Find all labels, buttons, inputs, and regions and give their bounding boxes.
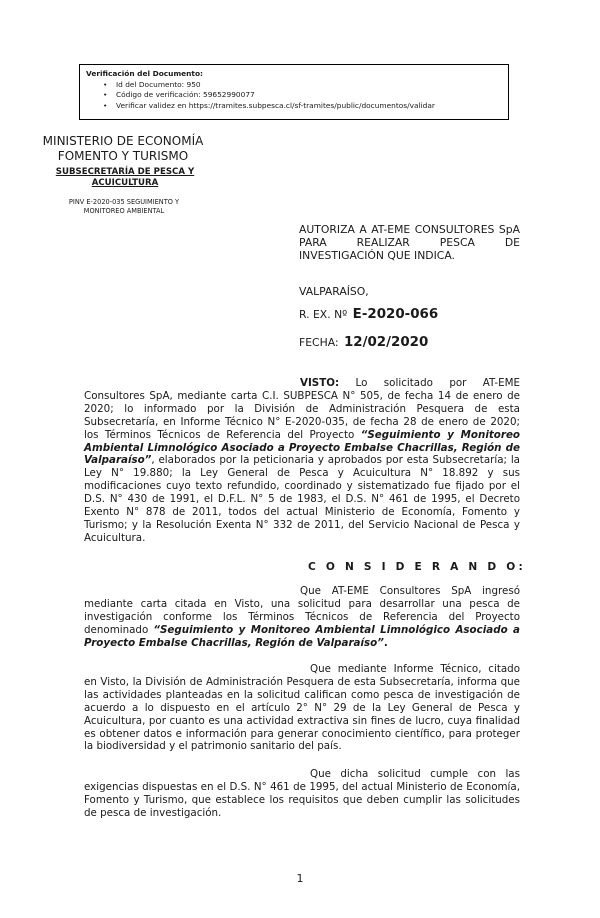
verification-box xyxy=(79,64,509,120)
fecha-label: FECHA: xyxy=(299,336,339,349)
resolution-date xyxy=(299,335,428,350)
ministry-line-1: MINISTERIO DE ECONOMÍA xyxy=(42,134,204,148)
considerando-1-text: Que AT-EME Consultores SpA ingresó mediante carta citada en Visto, una solicitud para desarrollar una pesca de investigación conforme los Términos Técnicos de Referencia del Proyecto denominado xyxy=(84,585,520,636)
visto-label: VISTO: xyxy=(300,377,340,389)
visto-paragraph xyxy=(84,377,520,545)
pinv-line-1: PINV E-2020-035 SEGUIMIENTO Y xyxy=(68,198,180,206)
visto-project-title: “Seguimiento y Monitoreo Ambiental Limnológico Asociado a Proyecto Embalse Chacrillas, Región de Valparaíso” xyxy=(84,428,520,467)
rex-label: R. EX. Nº xyxy=(299,308,348,321)
subsecretaria-name xyxy=(40,167,210,189)
visto-text-1: Lo solicitado por AT-EME Consultores SpA, mediante carta C.I. SUBPESCA N° 505, de fecha 14 de enero de 2020; lo informado por la División de Administración Pesquera de esta Subsecretaría, en Informe Técnico N° E-2020-035, de fecha 28 de enero de 2020; los Términos Técnicos de Referencia del Proyecto xyxy=(84,377,520,441)
visto-text-2: , elaborados por la peticionaria y aprobados por esta Subsecretaría; la Ley N° 19.880; la Ley General de Pesca y Acuicultura N° 18.892 y sus modificaciones cuyo texto refundido, coordinado y sistematizado fue fijado por el D.S. N° 430 de 1991, el D.F.L. N° 5 de 1983, el D.S. N° 461 de 1995, el Decreto Exento N° 878 de 2011, todos del actual Ministerio de Economía, Fomento y Turismo; y la Resolución Exenta N° 332 de 2011, del Servicio Nacional de Pesca y Acuicultura. xyxy=(84,454,520,544)
considerando-1-end: . xyxy=(383,636,388,649)
resolution-place: VALPARAÍSO, xyxy=(299,285,369,298)
considerando-paragraph-3 xyxy=(84,768,520,820)
verification-list xyxy=(86,80,502,112)
considerando-3-text: Que dicha solicitud cumple con las exigencias dispuestas en el D.S. N° 461 de 1995, del actual Ministerio de Economía, Fomento y Turismo, que establece los requisitos que deben cumplir las solicitudes de pesca de investigación. xyxy=(84,768,520,819)
subsecretaria-line-2: ACUICULTURA xyxy=(91,177,159,188)
verification-title: Verificación del Documento: xyxy=(86,69,203,78)
verification-code: • Código de verificación: 59652990077 xyxy=(116,90,502,101)
ministry-name xyxy=(36,134,210,163)
considerando-1-project-title: “Seguimiento y Monitoreo Ambiental Limnológico Asociado a Proyecto Embalse Chacrillas, Región de Valparaíso” xyxy=(84,623,520,649)
rex-number: E-2020-066 xyxy=(352,307,439,322)
ministry-line-2: FOMENTO Y TURISMO xyxy=(57,148,189,163)
considerando-heading: C O N S I D E R A N D O: xyxy=(308,561,526,573)
pinv-line-2: MONITOREO AMBIENTAL xyxy=(83,207,165,215)
subsecretaria-line-1: SUBSECRETARÍA DE PESCA Y xyxy=(55,167,195,177)
considerando-paragraph-2 xyxy=(84,663,520,753)
verification-url[interactable]: • Verificar validez en https://tramites.subpesca.cl/sf-tramites/public/documentos/validar xyxy=(116,101,502,112)
pinv-reference xyxy=(44,198,204,216)
page-number: 1 xyxy=(296,872,304,885)
resolution-number xyxy=(299,307,438,322)
considerando-paragraph-1 xyxy=(84,585,520,650)
resolution-summary: AUTORIZA A AT-EME CONSULTORES SpA PARA REALIZAR PESCA DE INVESTIGACIÓN QUE INDICA. xyxy=(299,223,520,262)
document-id: • Id del Documento: 950 xyxy=(116,80,502,91)
considerando-2-text: Que mediante Informe Técnico, citado en Visto, la División de Administración Pesquera de esta Subsecretaría, informa que las actividades planteadas en la solicitud califican como pesca de investigación de acuerdo a lo dispuesto en el artículo 2° N° 29 de la Ley General de Pesca y Acuicultura, por cuanto es una actividad extractiva sin fines de lucro, cuya finalidad es obtener datos e información para generar conocimiento científico, para proteger la biodiversidad y el patrimonio sanitario del país. xyxy=(84,663,520,753)
fecha-value: 12/02/2020 xyxy=(343,335,429,350)
